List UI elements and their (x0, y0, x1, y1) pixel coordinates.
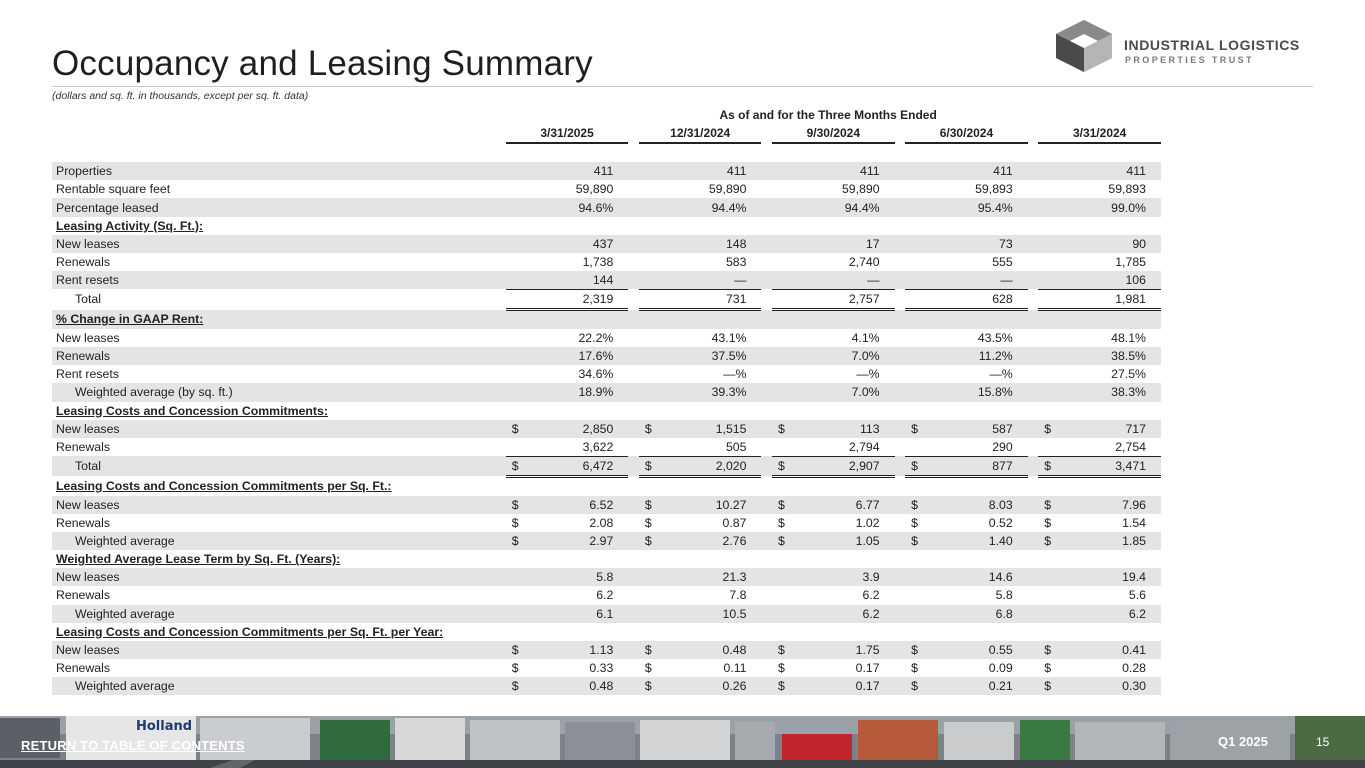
return-to-toc-link[interactable]: RETURN TO TABLE OF CONTENTS (21, 738, 245, 753)
cell-value: 0.17 (855, 660, 880, 675)
cell-value: 0.28 (1122, 660, 1146, 675)
cell-value: 2,754 (1115, 439, 1146, 454)
cell-value: 1.85 (1060, 532, 1161, 550)
section-header-row (52, 310, 1161, 330)
currency-symbol: $ (905, 456, 926, 476)
currency-symbol: $ (772, 532, 793, 550)
row-label: Total (52, 456, 495, 476)
page-title: Occupancy and Leasing Summary (52, 44, 593, 83)
cell-value: 1.40 (926, 532, 1027, 550)
cell-value: 43.1% (711, 331, 747, 346)
cell-value: 5.8 (995, 588, 1013, 603)
currency-symbol: $ (511, 660, 519, 675)
cell-value: 113 (793, 420, 894, 438)
footer-banner (0, 716, 1365, 768)
table-row (52, 235, 1161, 253)
column-header: 3/31/2025 (506, 124, 629, 143)
column-header: 3/31/2024 (1038, 124, 1161, 143)
table-row (52, 677, 1161, 695)
cell-value: 5.6 (1128, 588, 1146, 603)
logo-line-2: PROPERTIES TRUST (1125, 55, 1254, 65)
cell-value: 6.2 (793, 605, 894, 623)
cell-value: 0.33 (589, 660, 614, 675)
cell-value: 3.9 (793, 568, 894, 586)
title-divider (52, 86, 1313, 87)
cell-value: —% (723, 367, 747, 382)
currency-symbol: $ (639, 641, 660, 659)
section-title: Leasing Activity (Sq. Ft.): (56, 218, 204, 233)
cell-value: 10.27 (660, 496, 761, 514)
section-header-row (52, 217, 1161, 235)
row-label: Weighted average (52, 532, 495, 550)
currency-symbol: $ (1038, 677, 1059, 695)
page-subtitle: (dollars and sq. ft. in thousands, except per sq. ft. data) (52, 90, 309, 102)
row-label: New leases (52, 235, 495, 253)
table-row (52, 456, 1161, 476)
table-row (52, 532, 1161, 550)
cell-value: 2,757 (793, 289, 894, 309)
cell-value: — (660, 271, 761, 290)
currency-symbol: $ (905, 677, 926, 695)
row-label: Renewals (56, 516, 110, 531)
row-label: New leases (52, 568, 495, 586)
cell-value: 73 (926, 235, 1027, 253)
section-title: Leasing Costs and Concession Commitments: (56, 403, 328, 418)
cell-value: 34.6% (578, 367, 614, 382)
row-label: Rent resets (52, 271, 495, 290)
cell-value: 59,890 (841, 182, 880, 197)
currency-symbol: $ (772, 420, 793, 438)
cell-value: 0.48 (527, 677, 628, 695)
section-title: % Change in GAAP Rent: (52, 310, 495, 330)
row-label: Rent resets (56, 367, 119, 382)
cell-value: 0.55 (926, 641, 1027, 659)
cell-value: 1,785 (1115, 254, 1146, 269)
cell-value: 6.2 (596, 588, 614, 603)
table-row (52, 329, 1161, 347)
cell-value: 411 (1060, 162, 1161, 180)
cell-value: 1,515 (660, 420, 761, 438)
section-title: Weighted Average Lease Term by Sq. Ft. (Years): (56, 552, 341, 567)
cell-value: 0.11 (723, 660, 747, 675)
cell-value: 1,981 (1060, 289, 1161, 309)
row-label: Weighted average (by sq. ft.) (52, 383, 495, 401)
row-label: Rentable square feet (56, 182, 171, 197)
row-label: Properties (52, 162, 495, 180)
section-header-row (52, 476, 1161, 496)
table-row (52, 253, 1161, 271)
currency-symbol: $ (644, 516, 652, 531)
cell-value: — (793, 271, 894, 290)
currency-symbol: $ (778, 516, 785, 531)
cell-value: 10.5 (660, 605, 761, 623)
cell-value: 6.2 (862, 588, 880, 603)
cell-value: 437 (527, 235, 628, 253)
table-row (52, 420, 1161, 438)
row-label: New leases (52, 420, 495, 438)
row-label: Renewals (56, 588, 110, 603)
table-row (52, 586, 1161, 604)
cell-value: 95.4% (926, 198, 1027, 216)
header-spacer (52, 143, 1161, 162)
cell-value: 148 (660, 235, 761, 253)
section-header-row (52, 402, 1161, 420)
cell-value: 4.1% (851, 331, 880, 346)
table-row (52, 496, 1161, 514)
cell-value: 290 (992, 439, 1013, 454)
currency-symbol: $ (772, 641, 793, 659)
row-label: New leases (56, 331, 120, 346)
cell-value: 2.76 (660, 532, 761, 550)
cell-value: 5.8 (527, 568, 628, 586)
cell-value: 2,319 (527, 289, 628, 309)
cell-value: 1.05 (793, 532, 894, 550)
cell-value: 43.5% (977, 331, 1013, 346)
cell-value: 0.17 (793, 677, 894, 695)
table-row (52, 180, 1161, 198)
cell-value: 411 (527, 162, 628, 180)
cell-value: 0.21 (926, 677, 1027, 695)
row-label: Renewals (56, 660, 110, 675)
cell-value: 6.1 (527, 605, 628, 623)
cell-value: 19.4 (1060, 568, 1161, 586)
currency-symbol: $ (639, 677, 660, 695)
currency-symbol: $ (772, 456, 793, 476)
currency-symbol: $ (511, 516, 519, 531)
cell-value: 37.5% (660, 347, 761, 365)
cell-value: 39.3% (660, 383, 761, 401)
table-row (52, 271, 1161, 290)
currency-symbol: $ (905, 496, 926, 514)
cell-value: 3,622 (582, 439, 614, 454)
section-title: Leasing Costs and Concession Commitments per Sq. Ft.: (56, 479, 392, 494)
currency-symbol: $ (1044, 660, 1052, 675)
table-super-header: As of and for the Three Months Ended (719, 108, 937, 123)
cell-value: 7.96 (1060, 496, 1161, 514)
column-header: 6/30/2024 (905, 124, 1028, 143)
cell-value: 90 (1060, 235, 1161, 253)
row-label: Total (75, 292, 101, 307)
cell-value: 6.8 (926, 605, 1027, 623)
cell-value: 411 (926, 162, 1027, 180)
company-logo (1054, 20, 1334, 74)
cell-value: 583 (725, 254, 747, 269)
column-header: 9/30/2024 (772, 124, 895, 143)
cell-value: 7.0% (793, 383, 894, 401)
cell-value: 411 (660, 162, 761, 180)
cell-value: 6.77 (793, 496, 894, 514)
cell-value: 6.2 (1060, 605, 1161, 623)
cell-value: 1.13 (527, 641, 628, 659)
currency-symbol: $ (639, 496, 660, 514)
cube-logo-icon (1054, 20, 1114, 74)
cell-value: 6,472 (527, 456, 628, 476)
cell-value: 2,907 (793, 456, 894, 476)
cell-value: 17.6% (527, 347, 628, 365)
row-label: Renewals (56, 254, 110, 269)
cell-value: 1.02 (855, 516, 880, 531)
table-super-header-row (52, 106, 1161, 124)
page-number: 15 (1316, 735, 1330, 749)
currency-symbol: $ (644, 660, 652, 675)
cell-value: 555 (992, 254, 1013, 269)
currency-symbol: $ (1038, 456, 1059, 476)
row-label: New leases (52, 641, 495, 659)
cell-value: 8.03 (926, 496, 1027, 514)
table-row (52, 641, 1161, 659)
cell-value: 94.4% (660, 198, 761, 216)
cell-value: 14.6 (926, 568, 1027, 586)
cell-value: 1.75 (793, 641, 894, 659)
cell-value: 2,740 (848, 254, 880, 269)
cell-value: 505 (725, 439, 747, 454)
currency-symbol: $ (772, 496, 793, 514)
cell-value: 2,020 (660, 456, 761, 476)
table-row (52, 605, 1161, 623)
table-row (52, 514, 1161, 532)
section-title: Leasing Costs and Concession Commitments per Sq. Ft. per Year: (56, 624, 444, 639)
currency-symbol: $ (639, 420, 660, 438)
currency-symbol: $ (1038, 420, 1059, 438)
cell-value: 2,850 (527, 420, 628, 438)
logo-line-1: INDUSTRIAL LOGISTICS (1124, 37, 1300, 53)
section-header-row (52, 623, 1161, 641)
row-label: New leases (52, 496, 495, 514)
table-row (52, 365, 1161, 383)
cell-value: 99.0% (1060, 198, 1161, 216)
currency-symbol: $ (1038, 532, 1059, 550)
currency-symbol: $ (506, 532, 527, 550)
currency-symbol: $ (772, 677, 793, 695)
section-header-row (52, 550, 1161, 568)
currency-symbol: $ (506, 420, 527, 438)
cell-value: 411 (793, 162, 894, 180)
cell-value: 94.4% (793, 198, 894, 216)
currency-symbol: $ (911, 516, 919, 531)
cell-value: 106 (1060, 271, 1161, 290)
cell-value: 0.52 (988, 516, 1013, 531)
cell-value: 18.9% (527, 383, 628, 401)
cell-value: 144 (527, 271, 628, 290)
cell-value: 717 (1060, 420, 1161, 438)
cell-value: 0.41 (1060, 641, 1161, 659)
row-label: Renewals (56, 439, 110, 454)
cell-value: 628 (926, 289, 1027, 309)
table-row (52, 162, 1161, 180)
cell-value: 2.97 (527, 532, 628, 550)
cell-value: 59,890 (575, 182, 614, 197)
quarter-label: Q1 2025 (1218, 734, 1268, 749)
cell-value: 17 (793, 235, 894, 253)
cell-value: 7.0% (793, 347, 894, 365)
cell-value: 1.54 (1122, 516, 1146, 531)
cell-value: 38.3% (1060, 383, 1161, 401)
cell-value: 94.6% (527, 198, 628, 216)
currency-symbol: $ (506, 641, 527, 659)
trailer-lettering: Holland (136, 719, 193, 734)
table-row (52, 289, 1161, 309)
cell-value: 0.30 (1060, 677, 1161, 695)
cell-value: 0.09 (988, 660, 1013, 675)
table-row (52, 347, 1161, 365)
row-label: Percentage leased (52, 198, 495, 216)
row-label: Renewals (52, 347, 495, 365)
table-row (52, 438, 1161, 457)
cell-value: 2.08 (589, 516, 614, 531)
table-column-header-row (52, 124, 1161, 143)
currency-symbol: $ (639, 456, 660, 476)
cell-value: 587 (926, 420, 1027, 438)
column-header: 12/31/2024 (639, 124, 762, 143)
leasing-summary-table (52, 106, 1161, 695)
cell-value: 1,738 (582, 254, 614, 269)
currency-symbol: $ (1038, 641, 1059, 659)
table-row (52, 568, 1161, 586)
cell-value: 2,794 (848, 439, 880, 454)
cell-value: 21.3 (660, 568, 761, 586)
cell-value: —% (989, 367, 1013, 382)
cell-value: 15.8% (926, 383, 1027, 401)
currency-symbol: $ (1038, 496, 1059, 514)
cell-value: 877 (926, 456, 1027, 476)
currency-symbol: $ (506, 677, 527, 695)
currency-symbol: $ (905, 532, 926, 550)
currency-symbol: $ (905, 420, 926, 438)
currency-symbol: $ (506, 496, 527, 514)
cell-value: —% (856, 367, 880, 382)
cell-value: 22.2% (578, 331, 614, 346)
cell-value: 59,890 (708, 182, 747, 197)
cell-value: — (926, 271, 1027, 290)
cell-value: 48.1% (1111, 331, 1146, 346)
currency-symbol: $ (1044, 516, 1052, 531)
cell-value: 59,893 (1108, 182, 1146, 197)
currency-symbol: $ (911, 660, 919, 675)
row-label: Weighted average (52, 677, 495, 695)
table-row (52, 383, 1161, 401)
cell-value: 0.26 (660, 677, 761, 695)
cell-value: 11.2% (926, 347, 1027, 365)
cell-value: 38.5% (1060, 347, 1161, 365)
cell-value: 6.52 (527, 496, 628, 514)
table-row (52, 659, 1161, 677)
cell-value: 0.48 (660, 641, 761, 659)
row-label: Weighted average (52, 605, 495, 623)
table-row (52, 198, 1161, 216)
cell-value: 27.5% (1111, 367, 1146, 382)
currency-symbol: $ (639, 532, 660, 550)
currency-symbol: $ (905, 641, 926, 659)
cell-value: 3,471 (1060, 456, 1161, 476)
cell-value: 0.87 (722, 516, 747, 531)
currency-symbol: $ (506, 456, 527, 476)
cell-value: 7.8 (729, 588, 747, 603)
cell-value: 731 (660, 289, 761, 309)
cell-value: 59,893 (975, 182, 1013, 197)
currency-symbol: $ (778, 660, 785, 675)
